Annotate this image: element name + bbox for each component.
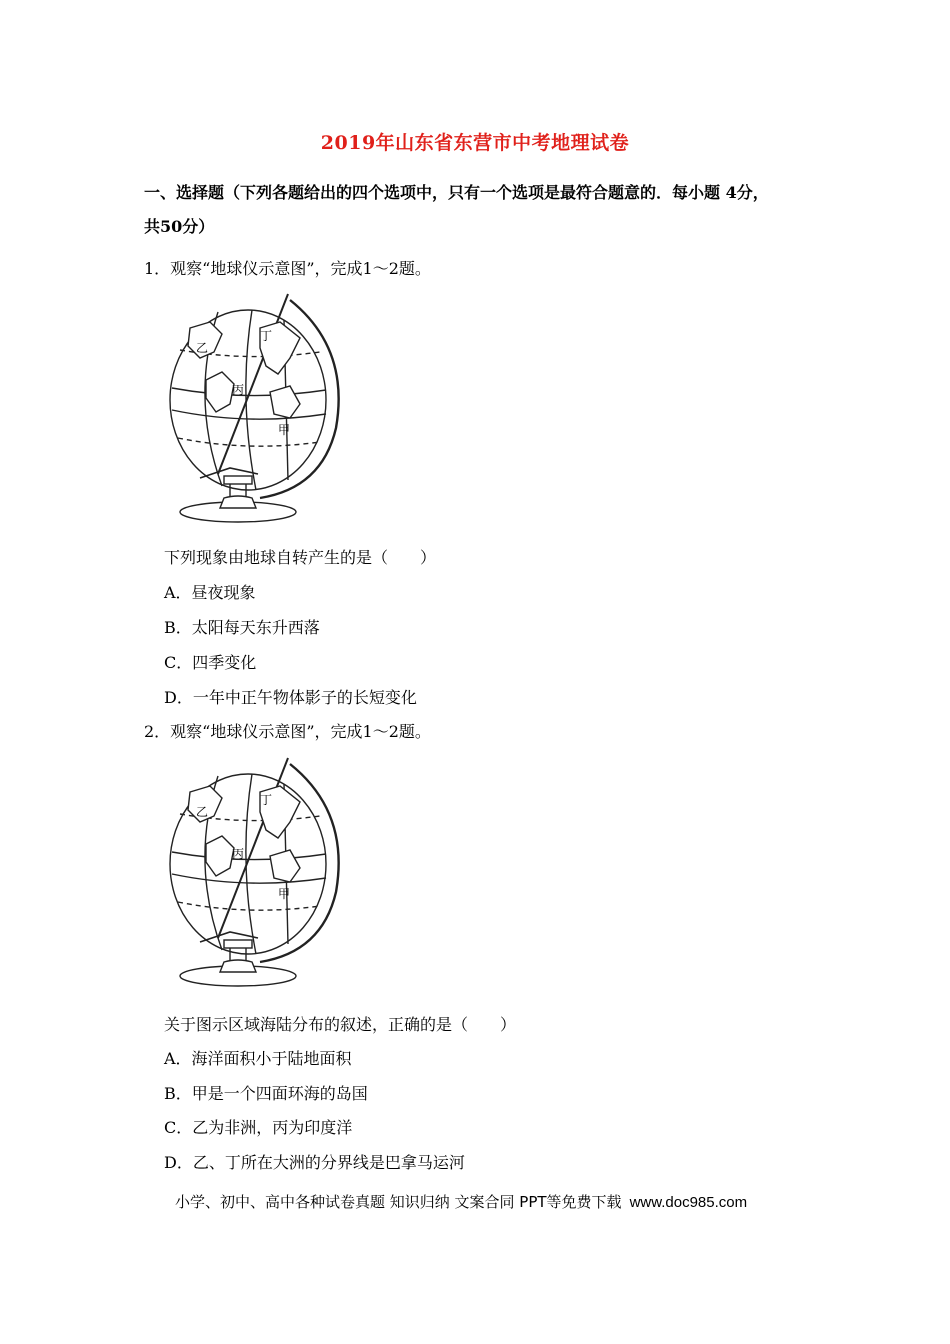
question-2-option-a[interactable]: A．海洋面积小于陆地面积: [164, 1049, 352, 1068]
page-title: 2019年山东省东营市中考地理试卷: [320, 132, 630, 154]
question-1-option-d[interactable]: D．一年中正午物体影子的长短变化: [164, 688, 417, 707]
figure-2-label-yi: 乙: [196, 805, 209, 819]
figure-2-label-jia: 甲: [278, 887, 291, 901]
footer-site-link[interactable]: www.doc985.com: [629, 1194, 748, 1211]
question-2-stem: 关于图示区域海陆分布的叙述，正确的是（ ）: [164, 1015, 517, 1034]
globe-figure-2: [160, 752, 350, 992]
question-2-option-c[interactable]: C．乙为非洲，丙为印度洋: [164, 1118, 353, 1137]
question-1-option-c[interactable]: C．四季变化: [164, 653, 257, 672]
question-1-option-a[interactable]: A．昼夜现象: [164, 583, 256, 602]
question-1-stem: 下列现象由地球自转产生的是（ ）: [164, 548, 437, 567]
footer-text: 小学、初中、高中各种试卷真题 知识归纳 文案合同 PPT等免费下载: [175, 1193, 622, 1211]
figure-1-label-jia: 甲: [278, 423, 291, 437]
question-1-intro: 1．观察“地球仪示意图”，完成1～2题。: [144, 259, 431, 278]
question-2-option-b[interactable]: B．甲是一个四面环海的岛国: [164, 1084, 368, 1103]
figure-1-label-ding: 丁: [260, 329, 273, 343]
figure-1-label-bing: 丙: [232, 383, 245, 397]
section-heading-line-1: 一、选择题（下列各题给出的四个选项中，只有一个选项是最符合题意的．每小题 4分，: [144, 183, 769, 202]
globe-figure-1: [160, 288, 350, 528]
footer: [175, 1191, 747, 1212]
question-2-intro: 2．观察“地球仪示意图”，完成1～2题。: [144, 722, 431, 741]
figure-2-label-ding: 丁: [260, 793, 273, 807]
figure-2-label-bing: 丙: [232, 847, 245, 861]
question-1-option-b[interactable]: B．太阳每天东升西落: [164, 618, 320, 637]
section-heading-line-2: 共50分）: [144, 217, 215, 236]
figure-1-label-yi: 乙: [196, 341, 209, 355]
question-2-option-d[interactable]: D．乙、丁所在大洲的分界线是巴拿马运河: [164, 1153, 465, 1172]
